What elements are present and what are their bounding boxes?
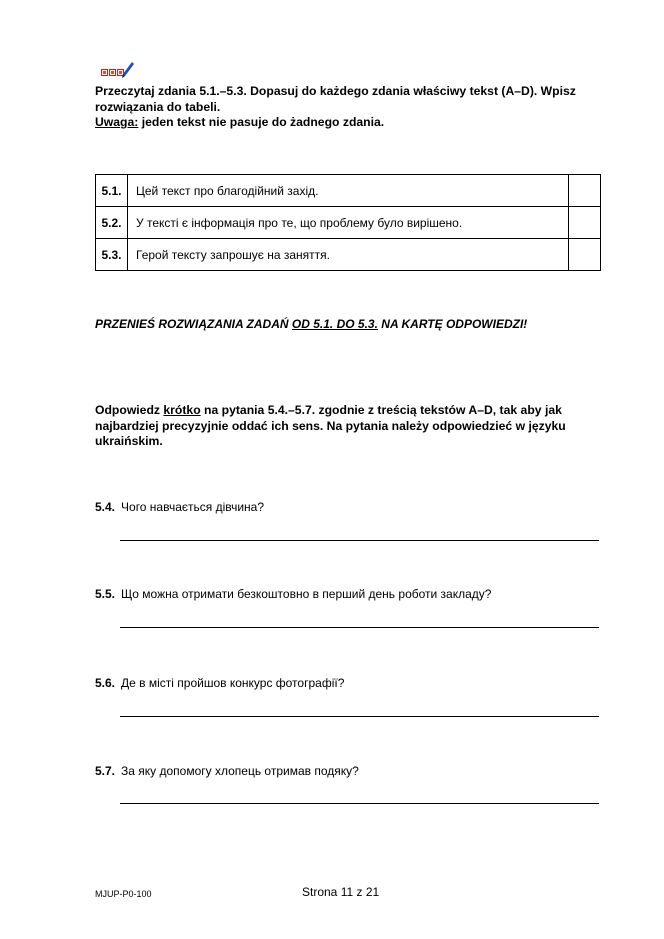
question-text: Що можна отримати безкоштовно в перший день роботи закладу? — [121, 587, 492, 601]
answer-line-5-5[interactable] — [120, 627, 599, 628]
question-number: 5.7. — [95, 764, 116, 778]
instruction-line-2: rozwiązania do tabeli. — [95, 99, 221, 114]
note-text: jeden tekst nie pasuje do żadnego zdania. — [138, 115, 385, 129]
row-statement: Цей текст про благодійний захід. — [128, 175, 569, 207]
row-number: 5.2. — [96, 207, 128, 239]
transfer-text-end: NA KARTĘ ODPOWIEDZI! — [377, 317, 528, 331]
answer-line-5-4[interactable] — [120, 540, 599, 541]
row-number: 5.1. — [96, 175, 128, 207]
note-label: Uwaga: — [95, 115, 139, 129]
row-number: 5.3. — [96, 239, 128, 271]
emphasis-short: krótko — [163, 403, 201, 417]
answer-cell[interactable] — [569, 175, 601, 207]
table-row — [96, 239, 601, 271]
answer-cell[interactable] — [569, 239, 601, 271]
question-5-5 — [95, 587, 491, 601]
answer-line-5-6[interactable] — [120, 716, 599, 717]
pen-icon — [121, 61, 135, 79]
question-5-6 — [95, 676, 344, 690]
answer-cell[interactable] — [569, 207, 601, 239]
instruction2-line-2: najbardziej precyzyjnie oddać ich sens. Na pytania należy odpowiedzieć w języku — [95, 418, 566, 433]
answer-line-5-7[interactable] — [120, 803, 599, 804]
matching-instruction — [95, 84, 595, 131]
row-statement: Герой тексту запрошує на заняття. — [128, 239, 569, 271]
question-5-4 — [95, 500, 264, 514]
instruction-line-1: Przeczytaj zdania 5.1.–5.3. Dopasuj do każdego zdania właściwy tekst (A–D). Wpisz — [95, 84, 576, 98]
page-number: Strona 11 z 21 — [302, 885, 380, 899]
instruction-note — [95, 115, 595, 131]
writing-task-icon — [101, 63, 135, 79]
question-number: 5.4. — [95, 500, 116, 514]
question-text: Де в місті пройшов конкурс фотографії? — [121, 676, 345, 690]
instruction2-line-3: ukraińskim. — [95, 434, 163, 448]
transfer-range: OD 5.1. DO 5.3. — [291, 317, 378, 331]
instruction2-line-1: Odpowiedz krótko na pytania 5.4.–5.7. zgodnie z treścią tekstów A–D, tak aby jak — [95, 403, 562, 417]
question-5-7 — [95, 764, 359, 778]
transfer-text: PRZENIEŚ ROZWIĄZANIA ZADAŃ — [95, 317, 292, 331]
question-number: 5.5. — [95, 587, 116, 601]
question-text: Чого навчається дівчина? — [121, 500, 265, 514]
transfer-instruction — [95, 317, 527, 331]
question-text: За яку допомогу хлопець отримав подяку? — [121, 764, 359, 778]
row-statement: У тексті є інформація про те, що проблему було вирішено. — [128, 207, 569, 239]
table-row — [96, 207, 601, 239]
answer-table — [95, 174, 601, 271]
exam-code: MJUP-P0-100 — [95, 889, 152, 899]
table-row — [96, 175, 601, 207]
question-number: 5.6. — [95, 676, 116, 690]
open-questions-instruction — [95, 403, 595, 450]
